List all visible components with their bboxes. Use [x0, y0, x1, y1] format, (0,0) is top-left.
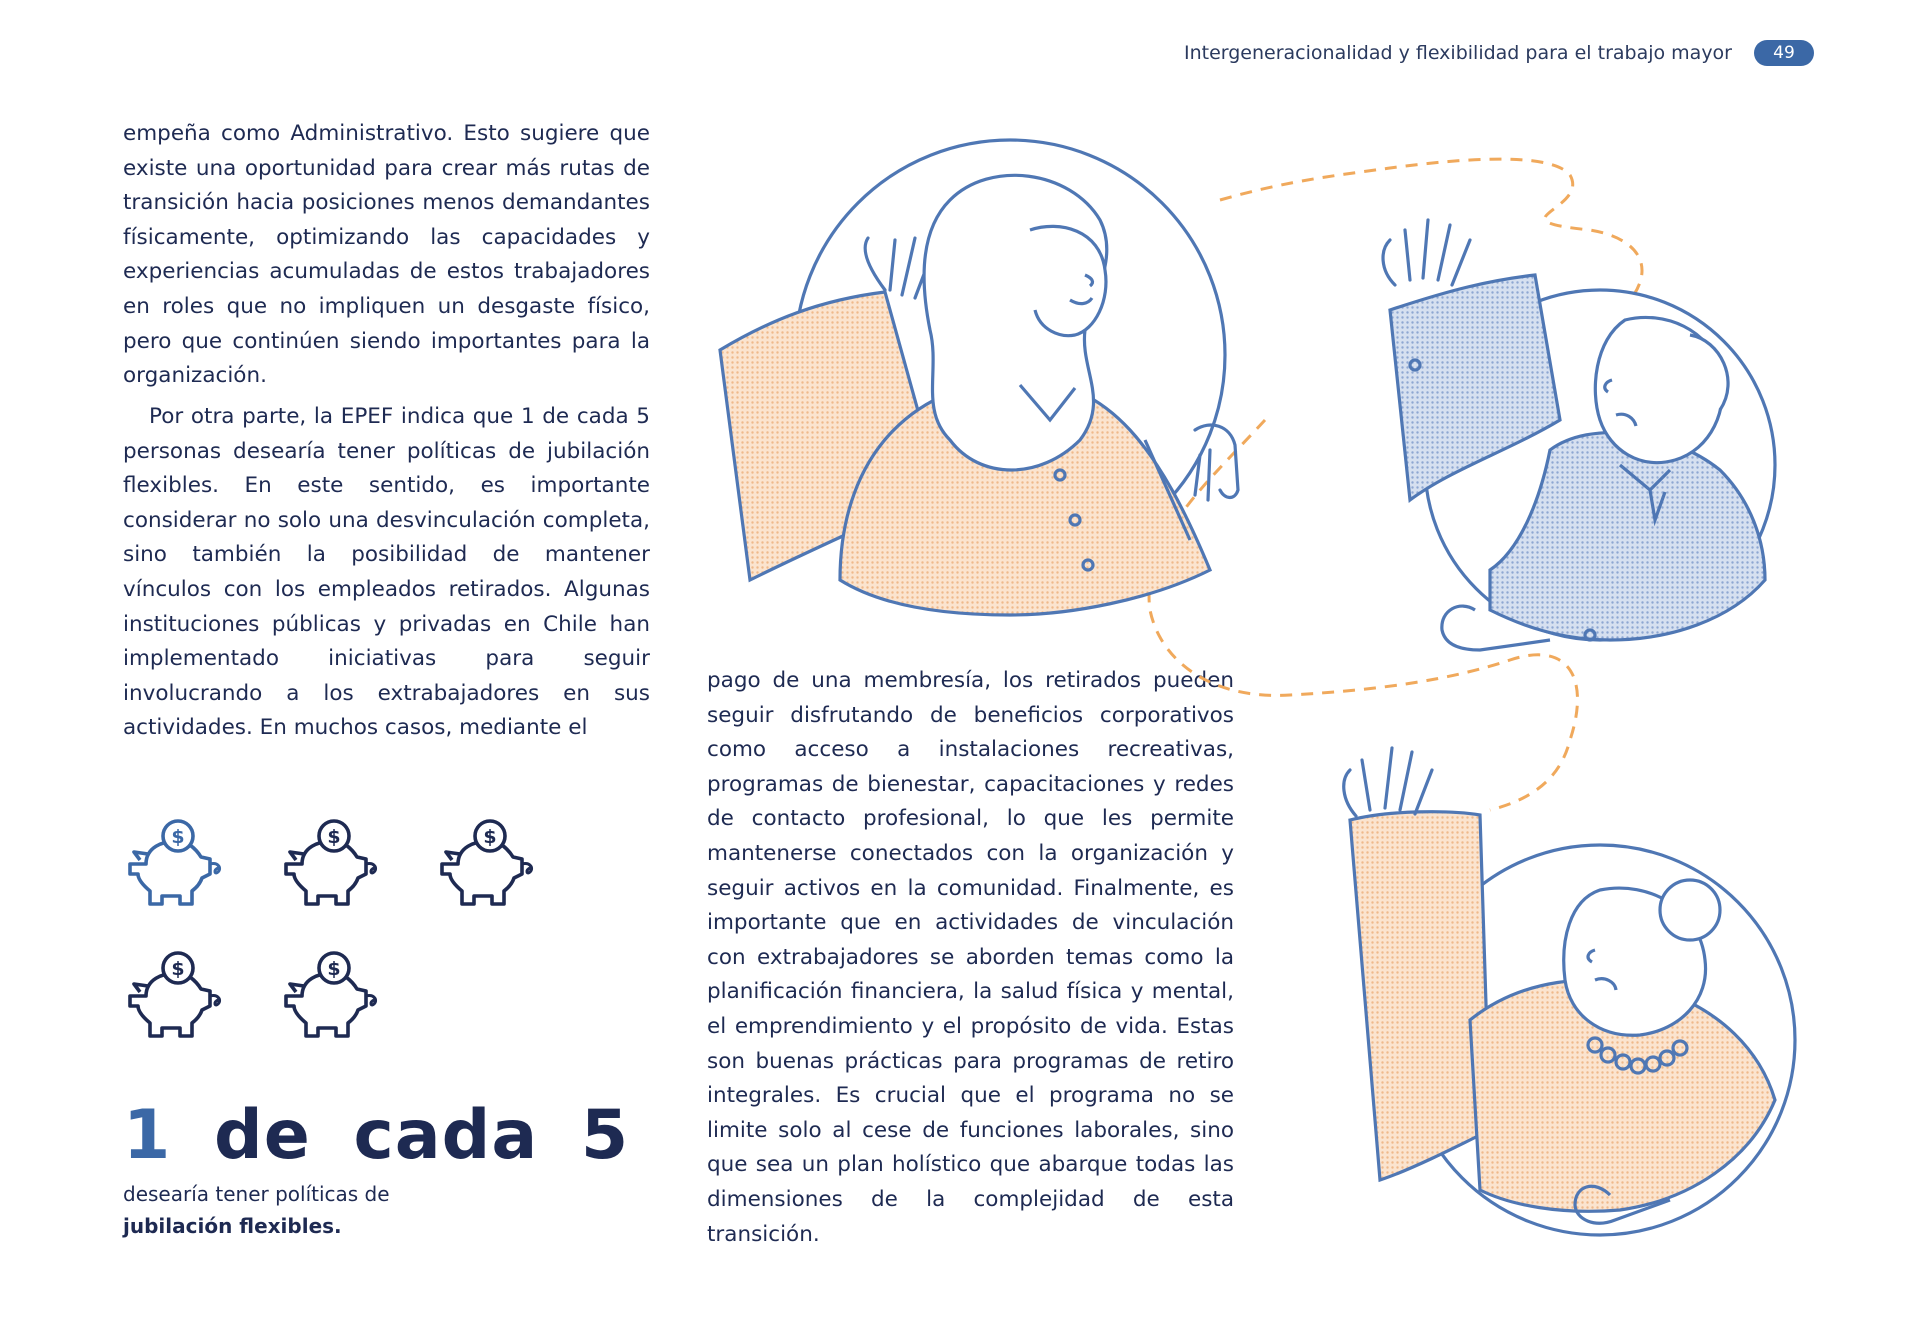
stat-caption — [123, 1178, 390, 1242]
body-paragraph-3: pago de una membresía, los retirados pueden seguir disfrutando de beneficios corporativos como acceso a instalaciones recreativas, programas de bienestar, capacitaciones y redes de contacto profesional, lo que les permite mantenerse conectados con la organización y seguir activos en la comunidad. Finalmente, es importante que en actividades de vinculación con extrabajadores se aborden temas como la planificación financiera, la salud física y mental, el emprendimiento y el propósito de vida. Estas son buenas prácticas para programas de retiro integrales. Es crucial que el programa no se limite solo al cese de funciones laborales, sino que sea un plan holístico que abarque todas las dimensiones de la complejidad de esta transición. — [707, 668, 1234, 1247]
page-number-badge: 49 — [1754, 40, 1814, 66]
piggy-bank-icon — [274, 812, 386, 924]
piggy-bank-icon — [274, 944, 386, 1056]
page-header — [1184, 40, 1814, 66]
retirees-illustration — [690, 120, 1870, 1240]
retiree-woman-circle — [720, 140, 1238, 615]
stat-highlight-number: 1 — [123, 1096, 172, 1175]
piggy-bank-icon-highlight — [118, 812, 230, 924]
retiree-grandmother-circle — [1344, 748, 1795, 1235]
running-title: Intergeneracionalidad y flexibilidad para el trabajo mayor — [1183, 42, 1732, 64]
body-paragraph-1: empeña como Administrativo. Esto sugiere que existe una oportunidad para crear más rutas de transición hacia posiciones menos demandantes físicamente, optimizando las capacidades y experiencias acumuladas de estos trabajadores en roles que no impliquen un desgaste físico, pero que continúen siendo importantes para la organización. — [123, 121, 650, 389]
stat-caption-line1: desearía tener políticas de — [123, 1182, 390, 1206]
stat-caption-line2: jubilación flexibles. — [123, 1214, 342, 1238]
retiree-man-circle — [1383, 220, 1775, 650]
piggy-bank-icon — [118, 944, 230, 1056]
stat-headline — [123, 1096, 629, 1175]
stat-rest: de cada 5 — [214, 1096, 630, 1175]
body-paragraph-2: Por otra parte, la EPEF indica que 1 de cada 5 personas desearía tener políticas de jubilación flexibles. En este sentido, es importante considerar no solo una desvinculación completa, sino también la posibilidad de mantener vínculos con los empleados retirados. Algunas instituciones públicas y privadas en Chile han implementado iniciativas para seguir involucrando a los extrabajadores en sus actividades. En muchos casos, mediante el — [123, 404, 650, 741]
piggy-bank-icon — [430, 812, 542, 924]
